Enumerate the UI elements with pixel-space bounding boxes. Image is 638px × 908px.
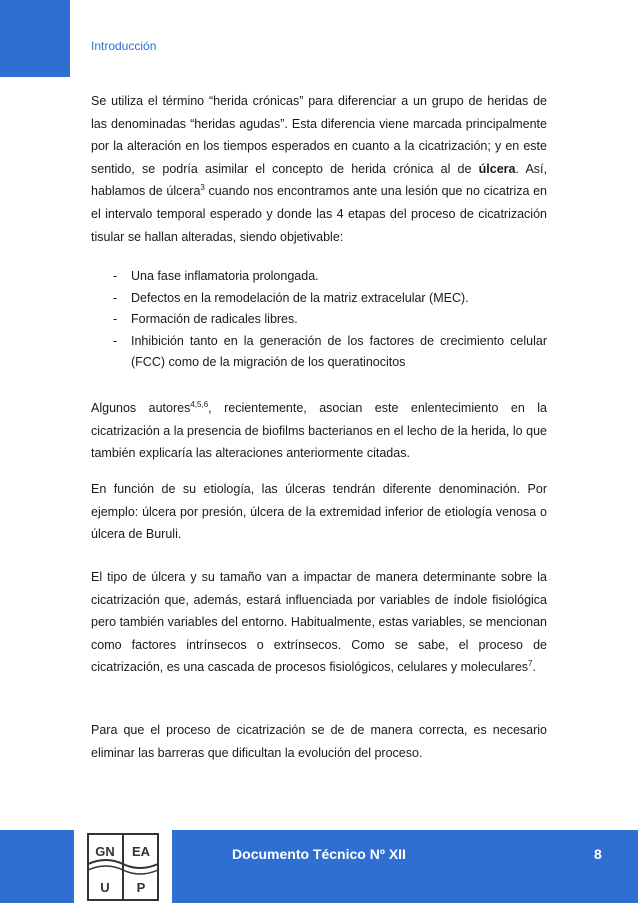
- p4-text-b: .: [532, 660, 536, 675]
- paragraph-5: [91, 719, 547, 764]
- section-title: Introducción: [91, 39, 157, 53]
- gneaup-logo: [74, 830, 172, 903]
- p4-citation: 7: [528, 659, 533, 669]
- list-dash: -: [113, 290, 118, 305]
- p3-text: En función de su etiología, las úlceras tendrán diferente denominación. Por ejemplo: úlcera por presión, úlcera de la extremidad inferior de etiología venosa o úlcera de Buruli.: [91, 482, 547, 542]
- p2-text-a: Algunos autores: [91, 401, 191, 415]
- logo-text-ea: EA: [131, 844, 151, 859]
- paragraph-1: [91, 90, 547, 248]
- p1-bold-ulcera: úlcera: [478, 161, 516, 176]
- page-number: 8: [594, 846, 602, 862]
- p1-text-a: Se utiliza el término “herida crónicas” para diferenciar a un grupo de heridas de las denominadas “heridas agudas”. Esta diferencia viene marcada principalmente por la alteración en los tiempos esperados en cuanto a la cicatrización; y en este sentido, se podría asimilar el concepto de herida crónica al de: [91, 94, 547, 176]
- list-item: [91, 288, 547, 310]
- p1-text-b: . Así, hablamos de úlcera: [91, 161, 547, 199]
- p2-citation: 4,5,6: [190, 399, 209, 409]
- paragraph-3: [91, 478, 547, 546]
- paragraph-2: [91, 397, 547, 465]
- list-item-text: Una fase inflamatoria prolongada.: [131, 269, 319, 283]
- bullet-list: [91, 266, 547, 374]
- logo-text-p: P: [136, 880, 146, 895]
- logo-text-gn: GN: [95, 844, 115, 859]
- p1-citation: 3: [200, 183, 205, 193]
- header-accent-bar: [0, 0, 70, 77]
- footer-title: Documento Técnico Nº XII: [232, 846, 406, 862]
- list-dash: -: [113, 333, 118, 348]
- list-item-text: Defectos en la remodelación de la matriz extracelular (MEC).: [131, 290, 469, 305]
- list-dash: -: [113, 312, 118, 327]
- p2-text-b: , recientemente, asocian este enlentecimiento en la cicatrización a la presencia de biofilms bacterianos en el lecho de la herida, lo que también explicaría las alteraciones anteriormente citadas.: [91, 401, 547, 461]
- list-item-text: Inhibición tanto en la generación de los factores de crecimiento celular (FCC) como de la migración de los queratinocitos: [131, 333, 547, 370]
- list-item: [91, 266, 547, 288]
- p1-text-c: cuando nos encontramos ante una lesión que no cicatriza en el intervalo temporal esperado y donde las 4 etapas del proceso de cicatrización tisular se hallan alteradas, siendo objetivable:: [91, 184, 547, 244]
- p4-text-a: El tipo de úlcera y su tamaño van a impactar de manera determinante sobre la cicatrización que, además, estará influenciada por variables de índole fisiológica pero también variables del entorno. Habitualmente, estas variables, se mencionan como factores intrínsecos o extrínsecos. Como se sabe, el proceso de cicatrización, es una cascada de procesos fisiológicos, celulares y moleculares: [91, 570, 547, 675]
- p5-text: Para que el proceso de cicatrización se de de manera correcta, es necesario eliminar las barreras que dificultan la evolución del proceso.: [91, 723, 547, 760]
- list-item-text: Formación de radicales libres.: [131, 312, 298, 327]
- logo-text-u: U: [100, 880, 110, 895]
- list-item: [91, 309, 547, 331]
- list-dash: -: [113, 269, 118, 283]
- paragraph-4: [91, 566, 547, 679]
- list-item: [91, 331, 547, 374]
- gneaup-logo-graphic: [74, 830, 172, 903]
